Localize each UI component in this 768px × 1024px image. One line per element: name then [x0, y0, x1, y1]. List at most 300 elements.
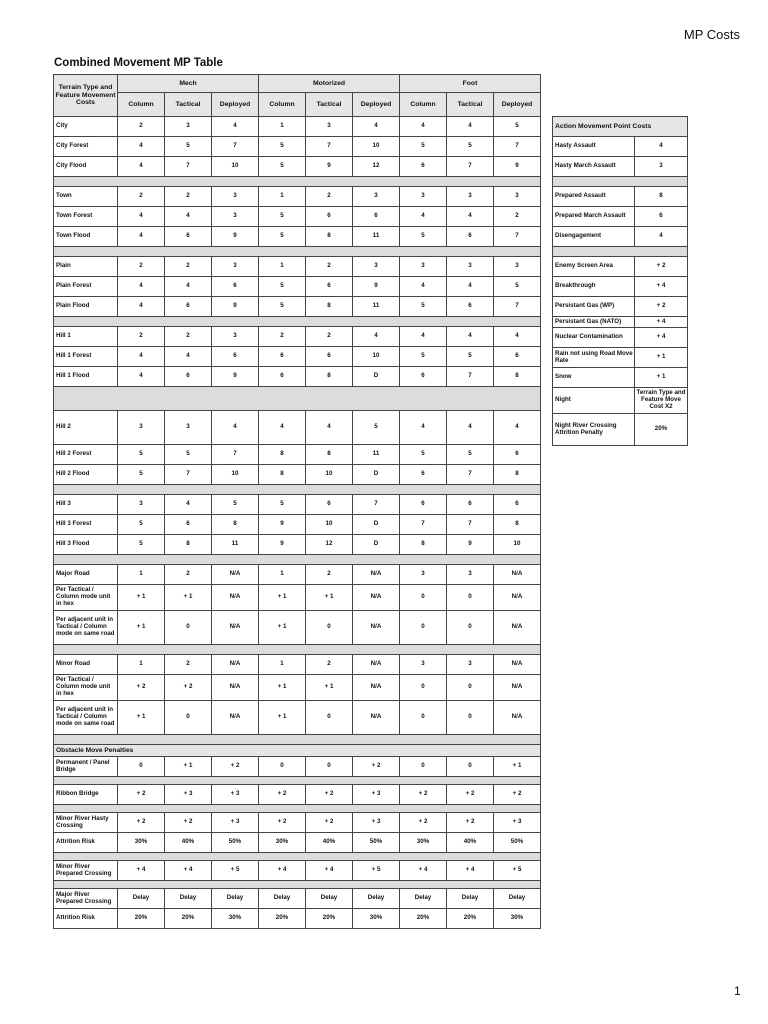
action-value: + 4	[635, 277, 688, 297]
table-cell: 0	[400, 701, 447, 735]
table-cell: 3	[306, 117, 353, 137]
table-cell: 0	[306, 611, 353, 645]
table-cell: 5	[259, 277, 306, 297]
table-cell: 6	[494, 347, 541, 367]
table-cell: 5	[447, 137, 494, 157]
table-cell: 2	[259, 327, 306, 347]
table-cell: 6	[212, 347, 259, 367]
table-cell: 40%	[447, 833, 494, 853]
table-cell: 7	[494, 227, 541, 247]
row-label: Town Forest	[54, 207, 118, 227]
table-row	[54, 327, 541, 347]
table-cell: 4	[447, 411, 494, 445]
table-cell: + 1	[118, 585, 165, 611]
action-value: 4	[635, 227, 688, 247]
separator-row	[54, 317, 541, 327]
table-cell: 4	[118, 277, 165, 297]
table-cell: N/A	[212, 655, 259, 675]
action-value: + 2	[635, 257, 688, 277]
table-cell: 1	[259, 565, 306, 585]
table-cell: 6	[447, 297, 494, 317]
table-cell: 5	[118, 465, 165, 485]
table-cell: N/A	[494, 675, 541, 701]
separator-cell	[553, 177, 688, 187]
table-cell: D	[353, 535, 400, 555]
table-cell: 0	[447, 585, 494, 611]
table-cell: D	[353, 515, 400, 535]
table-cell: 4	[400, 327, 447, 347]
table-cell: + 2	[259, 785, 306, 805]
table-cell: 0	[259, 757, 306, 777]
action-row	[553, 137, 688, 157]
table-row	[54, 535, 541, 555]
separator-cell	[54, 735, 541, 745]
action-row	[553, 388, 688, 414]
table-cell: 7	[400, 515, 447, 535]
table-cell: 0	[447, 757, 494, 777]
table-cell: 8	[165, 535, 212, 555]
table-cell: 4	[400, 277, 447, 297]
table-cell: 3	[165, 411, 212, 445]
row-label: Permanent / Panel Bridge	[54, 757, 118, 777]
table-cell: 2	[306, 655, 353, 675]
separator-row	[54, 485, 541, 495]
header-group-motorized: Motorized	[259, 75, 400, 93]
table-cell: 4	[259, 411, 306, 445]
table-cell: 5	[165, 445, 212, 465]
table-cell: 3	[212, 207, 259, 227]
separator-row	[553, 177, 688, 187]
table-cell: 5	[494, 277, 541, 297]
table-cell: 30%	[353, 909, 400, 929]
table-cell: 7	[212, 445, 259, 465]
table-cell: Delay	[165, 889, 212, 909]
table-cell: + 2	[165, 675, 212, 701]
table-cell: 4	[494, 327, 541, 347]
table-cell: 5	[118, 515, 165, 535]
separator-cell	[54, 805, 541, 813]
action-label: Snow	[553, 368, 635, 388]
table-cell: 10	[306, 465, 353, 485]
table-cell: 9	[447, 535, 494, 555]
action-label: Persistant Gas (WP)	[553, 297, 635, 317]
action-row	[553, 348, 688, 368]
table-cell: 5	[259, 227, 306, 247]
action-value: 3	[635, 157, 688, 177]
table-cell: 3	[165, 117, 212, 137]
table-cell: 4	[118, 297, 165, 317]
table-cell: N/A	[212, 611, 259, 645]
table-cell: 10	[212, 157, 259, 177]
row-label: Attrition Risk	[54, 833, 118, 853]
table-cell: 7	[494, 137, 541, 157]
table-cell: 1	[118, 655, 165, 675]
table-cell: 2	[118, 257, 165, 277]
table-row	[54, 187, 541, 207]
table-cell: + 3	[212, 785, 259, 805]
table-cell: + 1	[165, 757, 212, 777]
table-row	[54, 515, 541, 535]
table-cell: 30%	[494, 909, 541, 929]
table-row	[54, 861, 541, 881]
table-cell: 5	[259, 495, 306, 515]
table-cell: 2	[165, 327, 212, 347]
table-cell: 4	[118, 227, 165, 247]
row-label: Hill 2 Flood	[54, 465, 118, 485]
table-cell: 2	[118, 117, 165, 137]
table-cell: + 2	[118, 813, 165, 833]
table-cell: + 1	[259, 701, 306, 735]
table-cell: 8	[494, 367, 541, 387]
table-cell: 0	[306, 757, 353, 777]
table-cell: 0	[400, 611, 447, 645]
table-cell: + 2	[306, 813, 353, 833]
table-cell: D	[353, 367, 400, 387]
table-row	[54, 585, 541, 611]
table-row	[54, 565, 541, 585]
action-value: 20%	[635, 414, 688, 446]
table-cell: 30%	[400, 833, 447, 853]
table-cell: 2	[165, 565, 212, 585]
separator-row	[54, 881, 541, 889]
table-cell: 4	[353, 117, 400, 137]
separator-row	[54, 387, 541, 411]
table-cell: 5	[400, 347, 447, 367]
action-label: Prepared March Assault	[553, 207, 635, 227]
separator-row	[54, 645, 541, 655]
separator-row	[54, 853, 541, 861]
table-cell: 4	[400, 117, 447, 137]
table-cell: + 2	[494, 785, 541, 805]
separator-cell	[54, 555, 541, 565]
table-row	[54, 495, 541, 515]
action-row	[553, 207, 688, 227]
table-cell: Delay	[353, 889, 400, 909]
table-cell: 6	[400, 495, 447, 515]
separator-row	[54, 777, 541, 785]
table-cell: 20%	[447, 909, 494, 929]
table-cell: 50%	[212, 833, 259, 853]
row-label: Minor Road	[54, 655, 118, 675]
table-cell: 50%	[353, 833, 400, 853]
table-cell: 4	[306, 411, 353, 445]
row-label: Hill 3 Flood	[54, 535, 118, 555]
separator-cell	[54, 387, 541, 411]
row-label: Town Flood	[54, 227, 118, 247]
action-row	[553, 297, 688, 317]
table-cell: 10	[306, 515, 353, 535]
table-cell: + 2	[400, 785, 447, 805]
table-cell: 8	[400, 535, 447, 555]
table-cell: 0	[118, 757, 165, 777]
table-cell: 8	[494, 515, 541, 535]
table-cell: 7	[494, 297, 541, 317]
table-cell: 20%	[400, 909, 447, 929]
table-row	[54, 465, 541, 485]
action-value: 4	[635, 137, 688, 157]
action-movement-point-costs-table	[552, 116, 688, 446]
table-cell: 4	[400, 411, 447, 445]
row-label: Hill 2 Forest	[54, 445, 118, 465]
table-cell: Delay	[447, 889, 494, 909]
action-row	[553, 257, 688, 277]
table-cell: 11	[353, 297, 400, 317]
table-cell: 6	[165, 515, 212, 535]
action-value: Terrain Type and Feature Move Cost X2	[635, 388, 688, 414]
table-cell: 8	[306, 297, 353, 317]
table-cell: 0	[447, 611, 494, 645]
table-cell: 3	[447, 565, 494, 585]
action-value: + 1	[635, 368, 688, 388]
table-cell: 6	[400, 157, 447, 177]
table-cell: 7	[165, 157, 212, 177]
table-cell: Delay	[400, 889, 447, 909]
table-cell: 5	[400, 297, 447, 317]
row-label: Major Road	[54, 565, 118, 585]
table-cell: 6	[400, 465, 447, 485]
row-label: Plain Forest	[54, 277, 118, 297]
table-cell: 6	[306, 495, 353, 515]
page-number: 1	[734, 984, 741, 998]
table-cell: 9	[212, 297, 259, 317]
table-cell: 8	[259, 465, 306, 485]
table-cell: Delay	[494, 889, 541, 909]
table-cell: + 2	[212, 757, 259, 777]
table-cell: 3	[212, 187, 259, 207]
table-cell: 2	[306, 327, 353, 347]
table-cell: 3	[494, 257, 541, 277]
table-cell: 4	[165, 495, 212, 515]
table-row	[54, 675, 541, 701]
table-cell: Delay	[118, 889, 165, 909]
separator-cell	[553, 247, 688, 257]
row-label: Hill 3 Forest	[54, 515, 118, 535]
table-cell: 4	[353, 327, 400, 347]
table-cell: 9	[259, 515, 306, 535]
action-label: Hasty March Assault	[553, 157, 635, 177]
subheader-cell: Tactical	[165, 93, 212, 117]
table-cell: + 4	[447, 861, 494, 881]
table-cell: 3	[447, 187, 494, 207]
table-cell: + 1	[259, 675, 306, 701]
table-cell: 1	[259, 655, 306, 675]
table-cell: + 1	[306, 675, 353, 701]
table-cell: 7	[353, 495, 400, 515]
subheader-cell: Tactical	[306, 93, 353, 117]
table-cell: 30%	[118, 833, 165, 853]
table-cell: 9	[494, 157, 541, 177]
subheader-cell: Column	[259, 93, 306, 117]
table-cell: 6	[259, 347, 306, 367]
table-cell: 3	[212, 257, 259, 277]
separator-cell	[54, 247, 541, 257]
table-cell: 3	[400, 187, 447, 207]
table-cell: 6	[306, 277, 353, 297]
table-cell: 6	[306, 347, 353, 367]
table-cell: 6	[212, 277, 259, 297]
action-row	[553, 414, 688, 446]
action-row	[553, 187, 688, 207]
table-row	[54, 297, 541, 317]
combined-movement-mp-table	[53, 74, 541, 929]
table-cell: 12	[306, 535, 353, 555]
table-cell: 4	[165, 207, 212, 227]
table-row	[54, 207, 541, 227]
table-cell: 2	[165, 187, 212, 207]
table-row	[54, 137, 541, 157]
table-cell: + 1	[118, 701, 165, 735]
table-cell: 6	[400, 367, 447, 387]
table-cell: 3	[494, 187, 541, 207]
table-row	[54, 785, 541, 805]
separator-cell	[54, 881, 541, 889]
row-label: Hill 1 Forest	[54, 347, 118, 367]
action-label: Persistant Gas (NATO)	[553, 317, 635, 328]
row-label: Per adjacent unit in Tactical / Column mode on same road	[54, 611, 118, 645]
action-label: Hasty Assault	[553, 137, 635, 157]
table-cell: + 3	[353, 785, 400, 805]
table-cell: 2	[306, 565, 353, 585]
table-cell: N/A	[212, 675, 259, 701]
table-cell: 5	[259, 137, 306, 157]
separator-cell	[54, 777, 541, 785]
table-cell: 0	[447, 675, 494, 701]
table-cell: N/A	[212, 565, 259, 585]
table-cell: N/A	[353, 675, 400, 701]
table-cell: 3	[353, 257, 400, 277]
table-cell: 8	[306, 367, 353, 387]
row-label: Plain Flood	[54, 297, 118, 317]
table-cell: 2	[494, 207, 541, 227]
action-table-header	[553, 117, 688, 137]
table-cell: + 2	[400, 813, 447, 833]
table-cell: + 1	[259, 611, 306, 645]
row-label: Per Tactical / Column mode unit in hex	[54, 675, 118, 701]
table-cell: 4	[165, 277, 212, 297]
action-row	[553, 157, 688, 177]
table-cell: + 4	[306, 861, 353, 881]
row-label: Minor River Hasty Crossing	[54, 813, 118, 833]
table-cell: 0	[400, 675, 447, 701]
table-row	[54, 889, 541, 909]
table-cell: 0	[165, 701, 212, 735]
table-cell: 1	[259, 187, 306, 207]
separator-row	[553, 247, 688, 257]
table-cell: + 1	[306, 585, 353, 611]
row-label: Per adjacent unit in Tactical / Column mode on same road	[54, 701, 118, 735]
table-cell: 6	[494, 495, 541, 515]
table-cell: 3	[118, 495, 165, 515]
table-cell: 5	[400, 137, 447, 157]
table-cell: 30%	[259, 833, 306, 853]
table-cell: + 1	[118, 611, 165, 645]
table-cell: 5	[118, 535, 165, 555]
table-cell: + 4	[259, 861, 306, 881]
table-cell: N/A	[494, 565, 541, 585]
table-row	[54, 411, 541, 445]
table-cell: N/A	[494, 611, 541, 645]
table-cell: 9	[353, 277, 400, 297]
table-cell: 4	[212, 117, 259, 137]
table-cell: 6	[353, 207, 400, 227]
table-cell: + 2	[447, 785, 494, 805]
row-label: City	[54, 117, 118, 137]
table-cell: N/A	[494, 701, 541, 735]
table-cell: 0	[400, 585, 447, 611]
separator-cell	[54, 853, 541, 861]
table-row	[54, 227, 541, 247]
table-cell: Delay	[212, 889, 259, 909]
table-cell: 5	[212, 495, 259, 515]
table-row	[54, 367, 541, 387]
table-cell: + 4	[165, 861, 212, 881]
table-cell: 8	[306, 445, 353, 465]
action-value: + 1	[635, 348, 688, 368]
table-cell: 4	[494, 411, 541, 445]
action-label: Breakthrough	[553, 277, 635, 297]
table-cell: 0	[400, 757, 447, 777]
table-cell: 50%	[494, 833, 541, 853]
table-cell: + 2	[259, 813, 306, 833]
action-label: Enemy Screen Area	[553, 257, 635, 277]
action-label: Nuclear Contamination	[553, 328, 635, 348]
table-cell: 10	[353, 347, 400, 367]
table-cell: 3	[447, 655, 494, 675]
table-cell: + 4	[118, 861, 165, 881]
table-cell: N/A	[494, 655, 541, 675]
table-cell: 3	[400, 565, 447, 585]
table-cell: 6	[447, 227, 494, 247]
table-cell: 4	[400, 207, 447, 227]
table-cell: 4	[118, 367, 165, 387]
table-cell: 2	[306, 257, 353, 277]
table-cell: 11	[353, 445, 400, 465]
table-cell: 5	[400, 445, 447, 465]
table-cell: 8	[212, 515, 259, 535]
table-cell: 30%	[212, 909, 259, 929]
table-cell: 10	[353, 137, 400, 157]
table-cell: 4	[165, 347, 212, 367]
table-cell: 12	[353, 157, 400, 177]
table-cell: 10	[212, 465, 259, 485]
table-cell: + 1	[165, 585, 212, 611]
action-value: 6	[635, 207, 688, 227]
table-cell: 9	[306, 157, 353, 177]
table-cell: 11	[353, 227, 400, 247]
table-cell: + 3	[212, 813, 259, 833]
table-cell: 6	[447, 495, 494, 515]
subheader-cell: Tactical	[447, 93, 494, 117]
table-cell: 8	[306, 227, 353, 247]
table-cell: + 2	[306, 785, 353, 805]
table-cell: 10	[494, 535, 541, 555]
table-cell: N/A	[212, 701, 259, 735]
table-cell: N/A	[353, 611, 400, 645]
table-cell: 4	[447, 207, 494, 227]
table-cell: 8	[259, 445, 306, 465]
table-cell: + 1	[259, 585, 306, 611]
subheader-cell: Deployed	[353, 93, 400, 117]
table-cell: 20%	[165, 909, 212, 929]
table-cell: 3	[447, 257, 494, 277]
table-cell: + 3	[165, 785, 212, 805]
table-cell: 20%	[118, 909, 165, 929]
table-cell: 2	[165, 655, 212, 675]
table-cell: 4	[447, 277, 494, 297]
table-cell: 6	[494, 445, 541, 465]
table-cell: 3	[400, 257, 447, 277]
table-cell: N/A	[494, 585, 541, 611]
